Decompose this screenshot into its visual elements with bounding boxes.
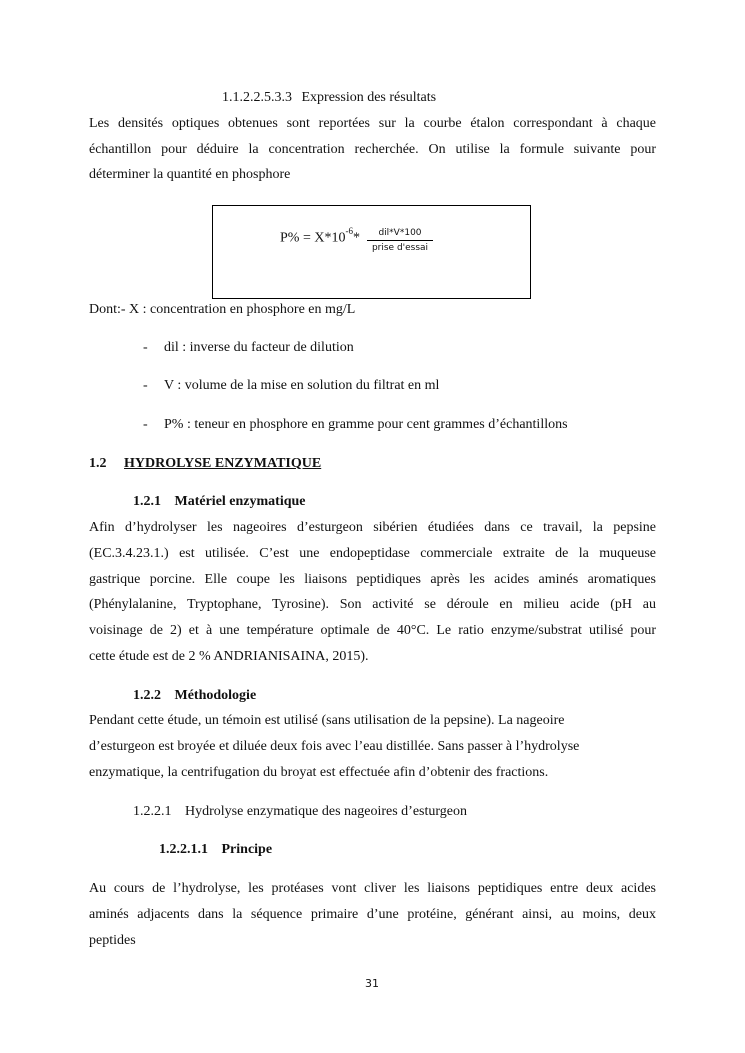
section-title: Principe	[221, 842, 273, 857]
section-heading-1-2-2-1	[133, 804, 467, 820]
paragraph-line: gastrique porcine. Elle coupe les liaisons peptidiques après les acides aminés aromatiques	[89, 572, 656, 587]
page-number: 31	[365, 977, 379, 990]
paragraph-line: Au cours de l’hydrolyse, les protéases vont cliver les liaisons peptidiques entre deux acides	[89, 881, 656, 896]
bullet-item: V : volume de la mise en solution du filtrat en ml	[164, 378, 440, 393]
section-heading-1-2-2-1-1	[159, 842, 272, 858]
paragraph-line: cette étude est de 2 % ANDRIANISAINA, 2015).	[89, 649, 369, 664]
paragraph-line: voisinage de 2) et à une température optimale de 40°C. Le ratio enzyme/substrat utilisé pour	[89, 623, 656, 638]
section-heading-1-2-1	[133, 494, 306, 510]
section-heading-1-2	[89, 456, 321, 472]
section-number: 1.2.1	[133, 494, 161, 509]
formula	[280, 228, 360, 247]
bullet-marker: -	[143, 340, 148, 355]
formula-numerator: dil*V*100	[378, 228, 422, 238]
paragraph-line: Pendant cette étude, un témoin est utilisé (sans utilisation de la pepsine). La nageoire	[89, 713, 565, 728]
heading-results	[222, 90, 436, 106]
paragraph-line: déterminer la quantité en phosphore	[89, 167, 291, 182]
formula-box	[212, 205, 531, 299]
paragraph-line: enzymatique, la centrifugation du broyat est effectuée afin d’obtenir des fractions.	[89, 765, 549, 780]
formula-times: *	[352, 230, 360, 246]
bullet-marker: -	[143, 417, 148, 432]
formula-denominator: prise d'essai	[371, 243, 429, 253]
paragraph-line: échantillon pour déduire la concentration recherchée. On utilise la formule suivante pour	[89, 142, 656, 157]
heading-title: Expression des résultats	[301, 90, 437, 105]
bullet-item: dil : inverse du facteur de dilution	[164, 340, 354, 355]
section-number: 1.2	[89, 456, 107, 471]
formula-exponent: -6	[345, 226, 353, 236]
paragraph-line: (Phénylalanine, Tryptophane, Tyrosine). Son activité se déroule en milieu acide (pH au	[89, 597, 656, 612]
heading-number: 1.1.2.2.5.3.3	[222, 90, 292, 105]
section-number: 1.2.2	[133, 688, 161, 703]
dont-line: Dont:- X : concentration en phosphore en mg/L	[89, 302, 356, 317]
bullet-marker: -	[143, 378, 148, 393]
bullet-item: P% : teneur en phosphore en gramme pour cent grammes d’échantillons	[164, 417, 568, 432]
section-title: Matériel enzymatique	[174, 494, 306, 509]
formula-fraction	[367, 228, 433, 253]
formula-lhs: P% = X*10	[280, 230, 346, 246]
section-title: Hydrolyse enzymatique des nageoires d’esturgeon	[185, 804, 467, 819]
section-title: Méthodologie	[174, 688, 257, 703]
section-heading-1-2-2	[133, 688, 256, 704]
paragraph-line: Afin d’hydrolyser les nageoires d’esturgeon sibérien étudiées dans ce travail, la pepsine	[89, 520, 656, 535]
section-number: 1.2.2.1	[133, 804, 172, 819]
section-title: HYDROLYSE ENZYMATIQUE	[124, 456, 322, 471]
paragraph-line: aminés adjacents dans la séquence primaire d’une protéine, générant ainsi, au moins, deux	[89, 907, 656, 922]
paragraph-line: peptides	[89, 933, 136, 948]
paragraph-line: d’esturgeon est broyée et diluée deux fois avec l’eau distillée. Sans passer à l’hydrolyse	[89, 739, 580, 754]
paragraph-line: (EC.3.4.23.1.) est utilisée. C’est une endopeptidase commerciale extraite de la muqueuse	[89, 546, 656, 561]
paragraph-line: Les densités optiques obtenues sont reportées sur la courbe étalon correspondant à chaque	[89, 116, 656, 131]
section-number: 1.2.2.1.1	[159, 842, 208, 857]
